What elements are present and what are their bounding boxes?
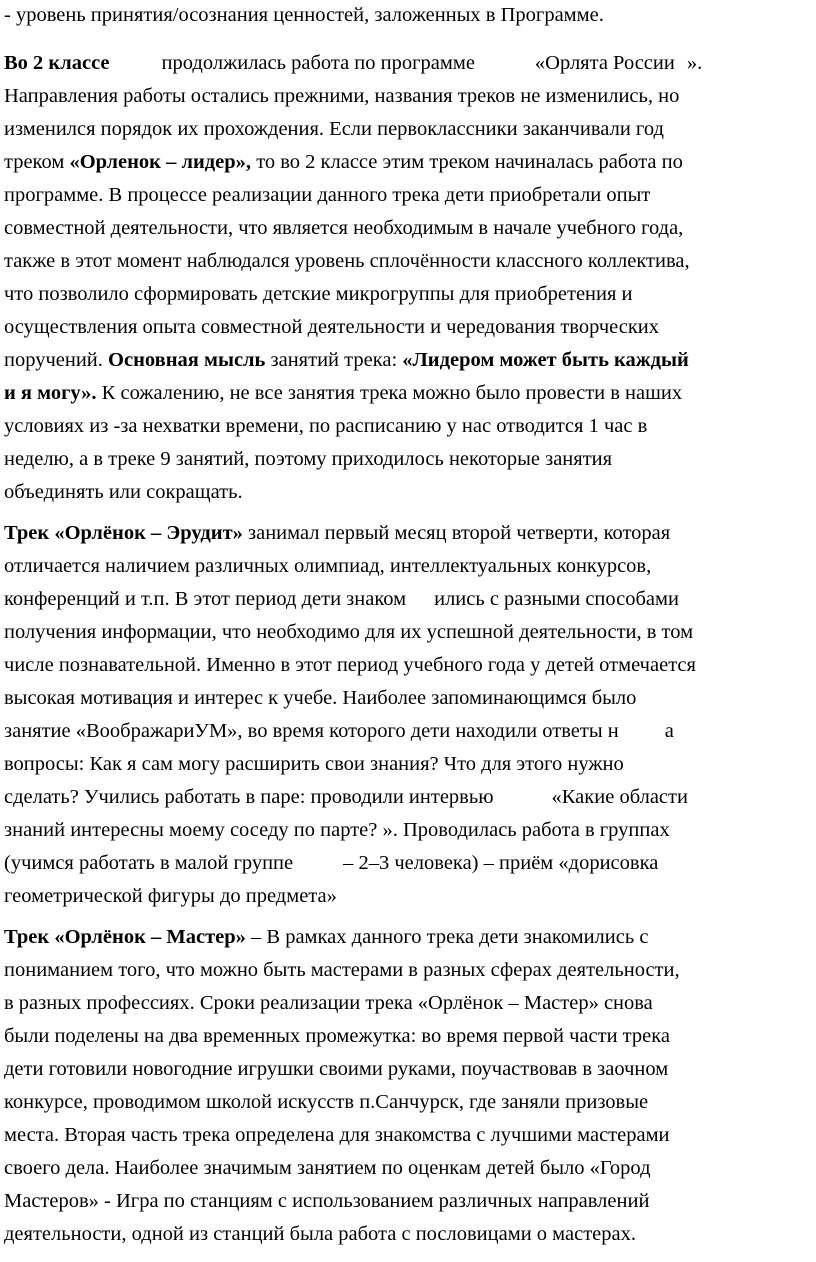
grade-heading: Во 2 классе [4, 52, 110, 74]
program-name: «Орлята России [534, 52, 675, 74]
p1-line-7: также в этот момент наблюдался уровень сплочённости классного коллектива, [4, 250, 690, 272]
p3-line-8: своего дела. Наиболее значимым занятием по оценкам детей было «Город [4, 1157, 651, 1179]
p2-line-5: числе познавательной. Именно в этот период учебного года у детей отмечается [4, 654, 696, 676]
p3-line-9: Мастеров» - Игра по станциям с использованием различных направлений [4, 1190, 650, 1212]
p1-line-9: осуществления опыта совместной деятельности и чередования творческих [4, 316, 660, 338]
p1-line-14: объединять или сокращать. [4, 481, 243, 503]
p1-l4-pre: треком [4, 151, 70, 173]
p2-line-6: высокая мотивация и интерес к учебе. Наиболее запоминающимся было [4, 687, 637, 709]
p2-l9-b: «Какие области [551, 786, 688, 808]
p1-line-8: что позволило сформировать детские микрогруппы для приобретения и [4, 283, 633, 305]
p2-line-12: геометрической фигуры до предмета» [4, 885, 337, 907]
p1-l4-post: то во 2 классе этим треком начиналась работа по [251, 151, 683, 173]
p2-l1-post: занимал первый месяц второй четверти, которая [242, 522, 671, 544]
p2-line-9 [4, 785, 688, 809]
intro-text: - уровень принятия/осознания ценностей, заложенных в Программе. [4, 4, 604, 26]
p2-l11-a: (учимся работать в малой группе [4, 852, 294, 874]
p2-l3-b: ились с разными способами [434, 588, 679, 610]
p1-line-13: неделю, а в треке 9 занятий, поэтому приходилось некоторые занятия [4, 448, 613, 470]
p1-l11-post: К сожалению, не все занятия трека можно было провести в наших [96, 382, 683, 404]
p1-line-2: Направления работы остались прежними, названия треков не изменились, но [4, 85, 680, 107]
p3-line-10: деятельности, одной из станций была работа с пословицами о мастерах. [4, 1223, 636, 1245]
p3-line-6: конкурсе, проводимом школой искусств п.Санчурск, где заняли призовые [4, 1091, 649, 1113]
p2-line-8: вопросы: Как я сам могу расширить свои знания? Что для этого нужно [4, 753, 624, 775]
p1-line-4 [4, 150, 683, 174]
intro-line [4, 3, 604, 27]
p3-line-2: пониманием того, что можно быть мастерами в разных сферах деятельности, [4, 959, 680, 981]
p2-line-10: знаний интересны моему соседу по парте? ». Проводилась работа в группах [4, 819, 670, 841]
p2-line-11 [4, 851, 658, 875]
p3-line-7: места. Вторая часть трека определена для знакомства с лучшими мастерами [4, 1124, 670, 1146]
p2-line-1 [4, 521, 670, 545]
p1-l10-pre: поручений. [4, 349, 109, 371]
leader-motto-part2: и я могу». [4, 382, 97, 404]
track-master-heading: Трек «Орлёнок – Мастер» [4, 926, 246, 948]
p1-l10-mid: занятий трека: [265, 349, 403, 371]
p1-line-12: условиях из -за нехватки времени, по расписанию у нас отводится 1 час в [4, 415, 648, 437]
p3-line-4: были поделены на два временных промежутка: во время первой части трека [4, 1025, 670, 1047]
p2-line-7 [4, 719, 674, 743]
p1-line-11 [4, 381, 682, 405]
main-idea-label: Основная мысль [108, 349, 266, 371]
p2-l7-a: занятие «ВоображариУМ», во время которого дети находили ответы н [4, 720, 619, 742]
p3-l1-post: – В рамках данного трека дети знакомились с [245, 926, 649, 948]
p2-l9-a: сделать? Учились работать в паре: проводили интервью [4, 786, 494, 808]
p2-line-2: отличается наличием различных олимпиад, интеллектуальных конкурсов, [4, 555, 652, 577]
p1-line-1 [4, 51, 702, 75]
p2-l7-b: а [664, 720, 674, 742]
p2-line-4: получения информации, что необходимо для их успешной деятельности, в том [4, 621, 694, 643]
p1-l1-end: ». [686, 52, 703, 74]
p1-l1-text: продолжилась работа по программе [161, 52, 475, 74]
p1-line-6: совместной деятельности, что является необходимым в начале учебного года, [4, 217, 684, 239]
p1-line-5: программе. В процессе реализации данного трека дети приобретали опыт [4, 184, 651, 206]
p2-line-3 [4, 587, 679, 611]
p2-l11-b: – 2–3 человека) – приём «дорисовка [343, 852, 659, 874]
p1-line-3: изменился порядок их прохождения. Если первоклассники заканчивали год [4, 118, 664, 140]
track-erudit-heading: Трек «Орлёнок – Эрудит» [4, 522, 243, 544]
p3-line-1 [4, 925, 648, 949]
p3-line-3: в разных профессиях. Сроки реализации трека «Орлёнок – Мастер» снова [4, 992, 653, 1014]
p2-l3-a: конференций и т.п. В этот период дети знаком [4, 588, 407, 610]
p3-line-5: дети готовили новогодние игрушки своими руками, поучаствовав в заочном [4, 1058, 669, 1080]
leader-motto-part1: «Лидером может быть каждый [402, 349, 689, 371]
track-leader-name: «Орленок – лидер», [69, 151, 252, 173]
p1-line-10 [4, 348, 689, 372]
